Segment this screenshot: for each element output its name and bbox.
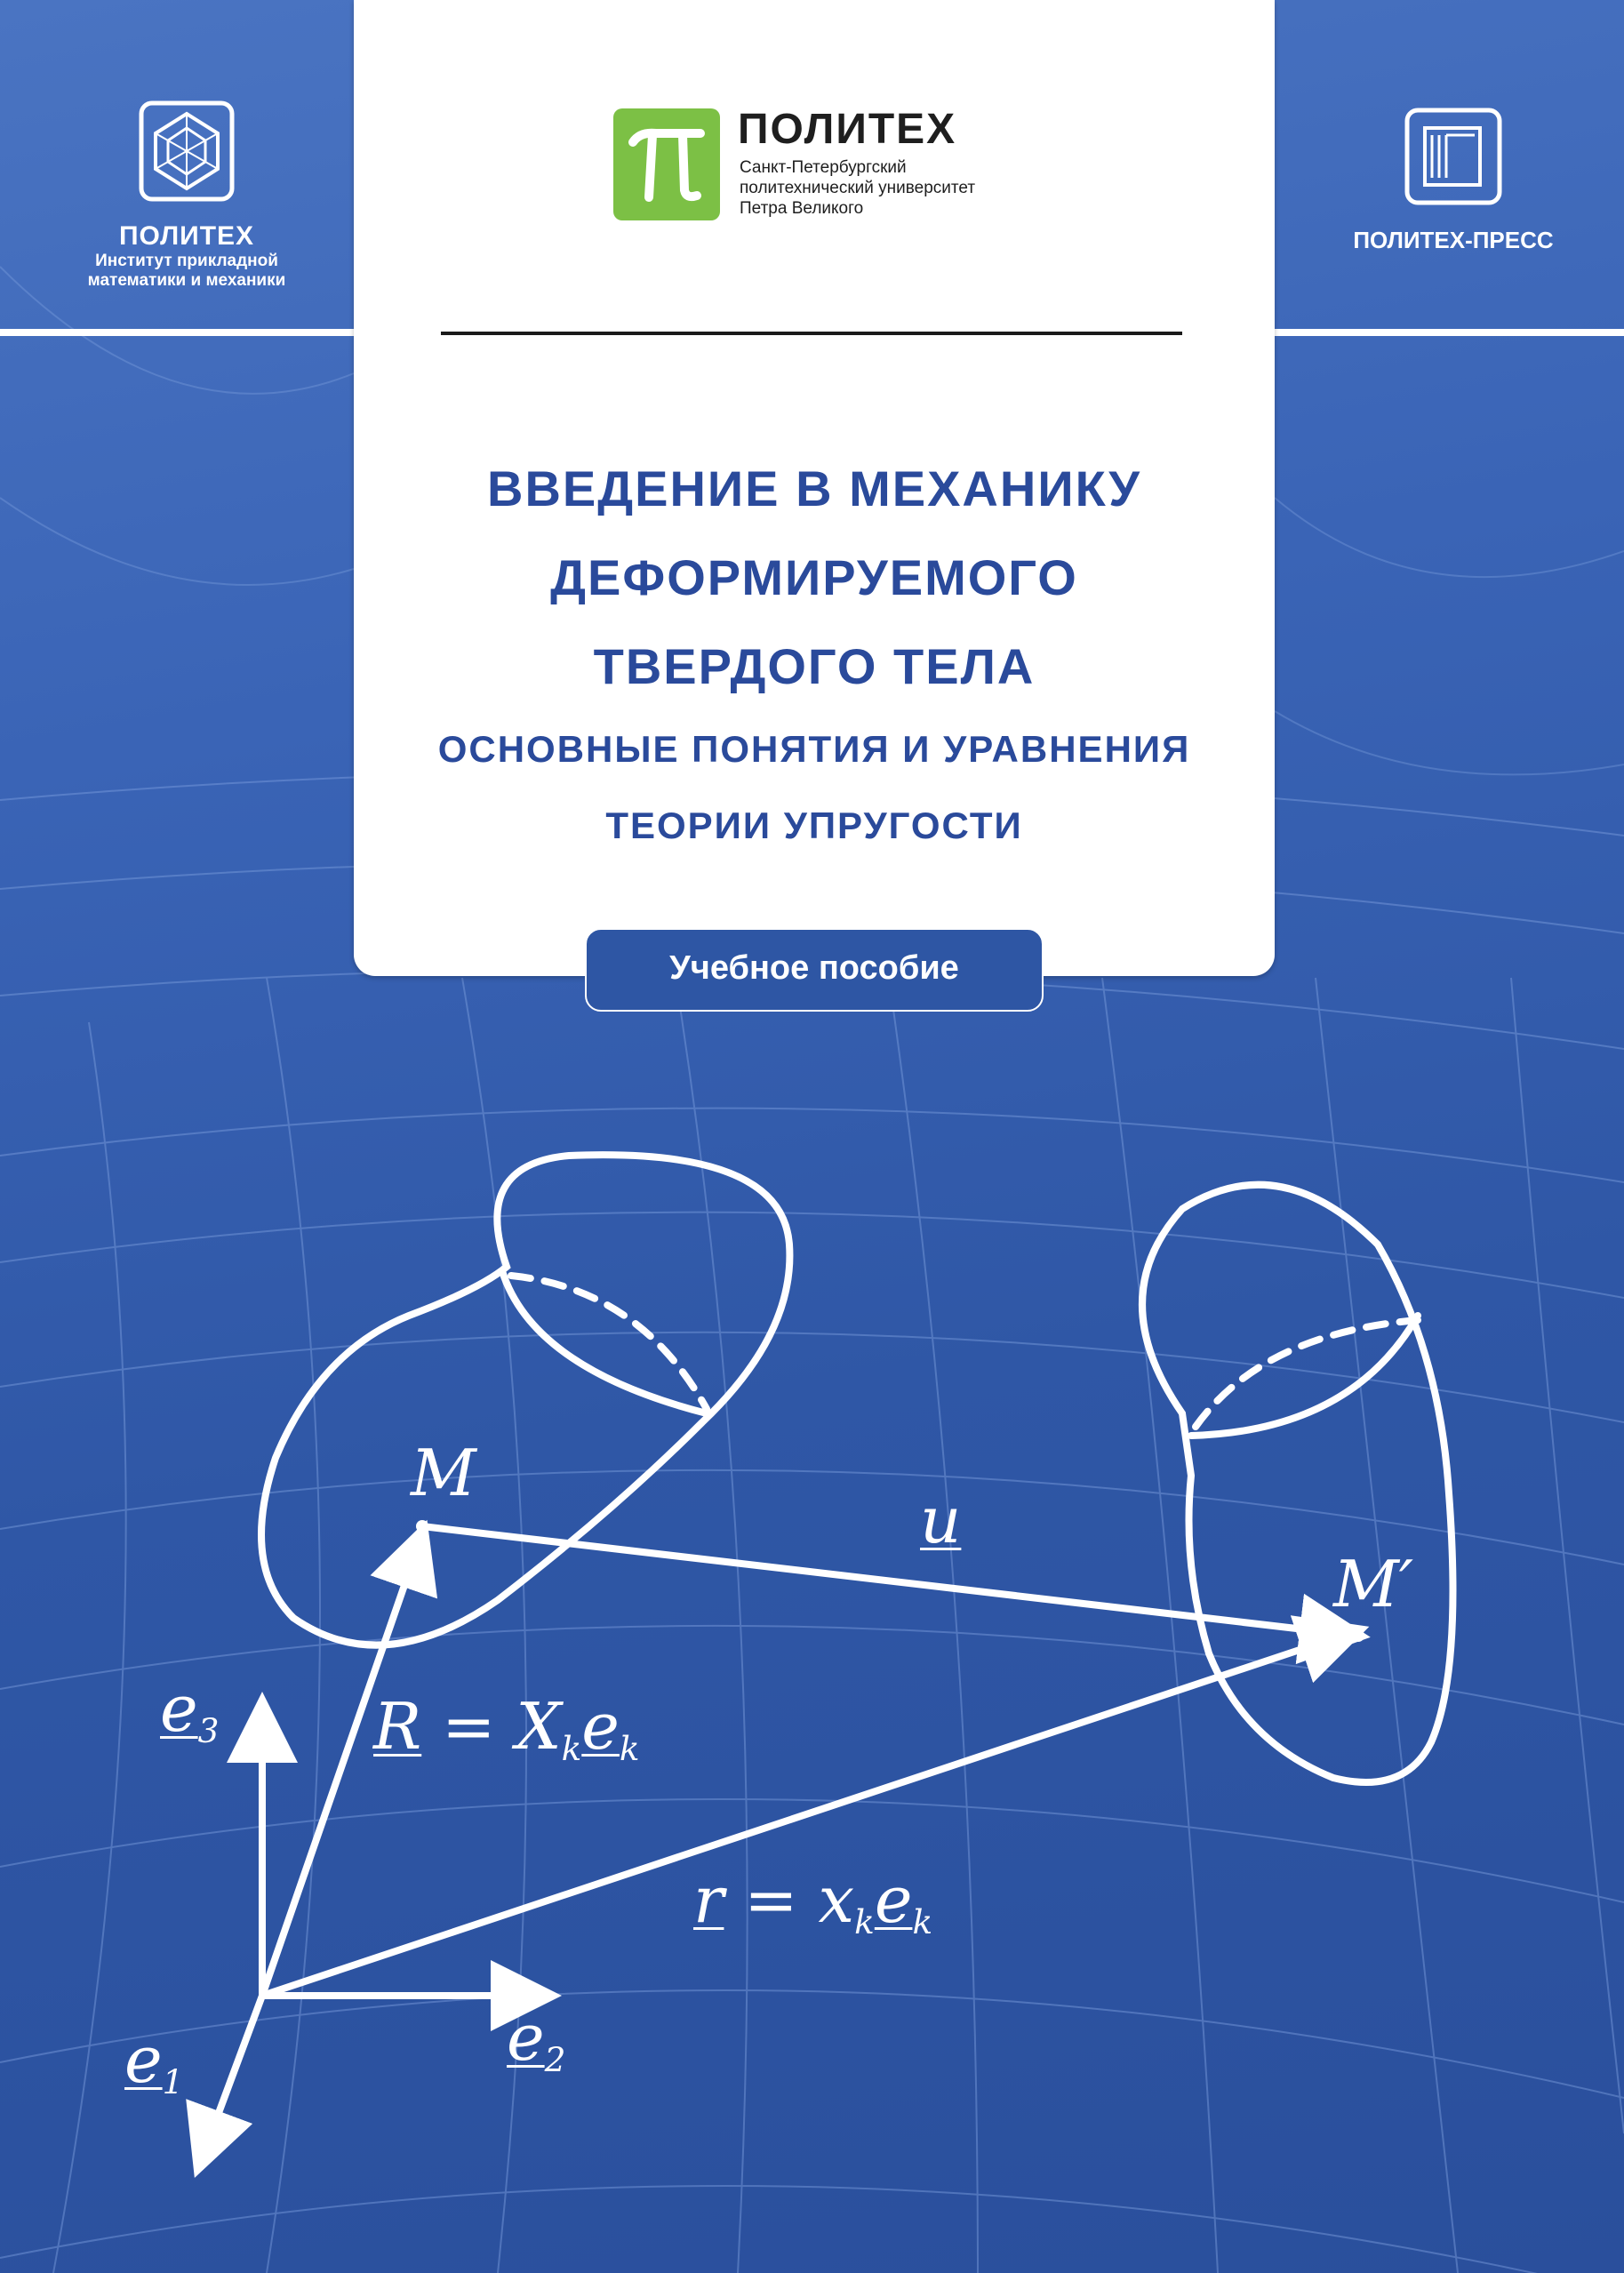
point-M-dot [416, 1520, 428, 1533]
institute-logo-subtitle-1: Институт прикладной [95, 252, 278, 270]
book-title-line-2: ДЕФОРМИРУЕМОГО [550, 549, 1078, 605]
book-subtitle-line-1: ОСНОВНЫЕ ПОНЯТИЯ И УРАВНЕНИЯ [437, 728, 1191, 770]
university-line-3: Петра Великого [740, 199, 864, 218]
deformed-section-curve [1191, 1316, 1418, 1436]
basis-e1-arrow [204, 1996, 262, 2151]
equation-R-eq: = [421, 1689, 516, 1764]
equation-R-lhs: R [373, 1689, 422, 1764]
book-subtitle-line-2: ТЕОРИИ УПРУГОСТИ [605, 804, 1023, 846]
equation-r-lhs: r [693, 1862, 724, 1937]
equation-r-basis: e [874, 1862, 913, 1937]
point-M-prime-dot [1352, 1629, 1364, 1642]
basis-e2-index: 2 [544, 2040, 566, 2080]
basis-e2-label [507, 2000, 565, 2079]
undeformed-section-dashed [511, 1276, 707, 1409]
equation-r-index-1: k [854, 1902, 875, 1942]
book-type-badge: Учебное пособие [585, 928, 1044, 1012]
equation-R-index-1: k [561, 1729, 582, 1769]
basis-e1-letter: e [124, 2022, 163, 2097]
equation-r-eq: = [724, 1862, 819, 1937]
press-logo-title: ПОЛИТЕХ-ПРЕСС [1353, 227, 1554, 253]
basis-e3-letter: e [160, 1671, 198, 1746]
equation-r-index-2: k [912, 1902, 933, 1942]
undeformed-section-curve [502, 1271, 707, 1413]
university-line-1: Санкт-Петербургский [740, 158, 907, 177]
equation-r-var: x [818, 1862, 855, 1937]
undeformed-body-outline [261, 1155, 789, 1645]
institute-logo-subtitle-2: математики и механики [87, 271, 286, 290]
book-title-line-3: ТВЕРДОГО ТЕЛА [593, 638, 1036, 694]
point-M-label: M [411, 1436, 476, 1510]
equation-R-var: X [516, 1689, 562, 1764]
institute-logo-title: ПОЛИТЕХ [118, 221, 255, 251]
equation-R-index-2: k [619, 1729, 640, 1769]
equation-R-basis: e [581, 1689, 620, 1764]
university-logo-name: ПОЛИТЕХ [738, 106, 957, 153]
vector-u-label: u [920, 1483, 962, 1557]
equation-r [693, 1862, 932, 1941]
point-M-prime-label: M′ [1333, 1547, 1414, 1621]
equation-R [373, 1689, 640, 1768]
basis-e1-index: 1 [162, 2062, 184, 2102]
university-line-2: политехнический университет [740, 179, 976, 197]
book-title-line-1: ВВЕДЕНИЕ В МЕХАНИКУ [487, 460, 1141, 516]
deformed-body-outline [1142, 1185, 1453, 1782]
basis-e1-label [124, 2022, 183, 2101]
basis-e3-label [160, 1671, 219, 1750]
basis-e2-letter: e [507, 2000, 545, 2075]
vector-u-arrow [422, 1526, 1342, 1634]
basis-e3-index: 3 [197, 1711, 220, 1751]
